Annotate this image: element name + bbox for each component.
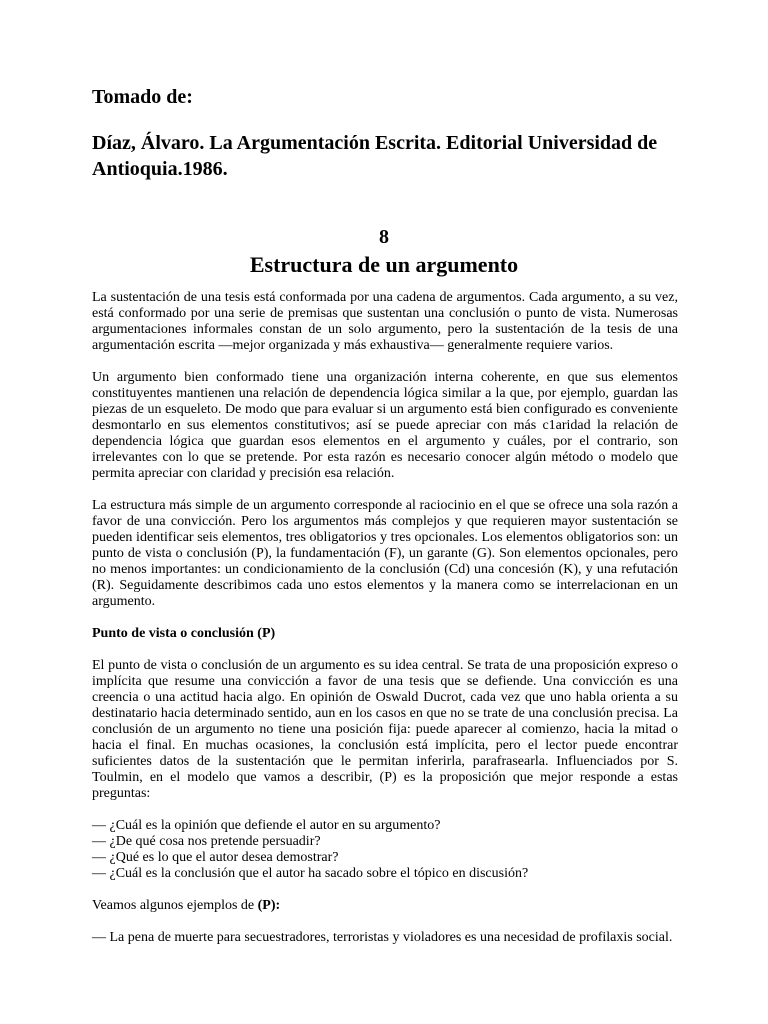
list-item: — ¿Cuál es la conclusión que el autor ha sacado sobre el tópico en discusión?: [92, 866, 529, 881]
list-item: — ¿Qué es lo que el autor desea demostrar?: [92, 850, 339, 865]
question-list: [92, 818, 678, 882]
chapter-title: Estructura de un argumento: [249, 252, 519, 277]
chapter-number: 8: [379, 226, 389, 248]
examples-intro-text: Veamos algunos ejemplos de: [92, 898, 258, 913]
source-label: Tomado de:: [92, 86, 193, 108]
examples-intro-marker: (P):: [257, 898, 281, 913]
document-body: [92, 290, 678, 962]
list-item: — ¿De qué cosa nos pretende persuadir?: [92, 834, 321, 849]
paragraph: La estructura más simple de un argumento corresponde al raciocinio en el que se ofrece una sola razón a favor de una convicción. Pero los argumentos más complejos y que requieren mayor sustentación se pueden identificar seis elementos, tres obligatorios y tres opcionales. Los elementos obligatorios son: un punto de vista o conclusión (P), la fundamentación (F), un garante (G). Son elementos opcionales, pero no menos importantes: un condicionamiento de la conclusión (Cd) una concesión (K), y una refutación (R). Seguidamente describimos cada uno estos elementos y la manera como se interrelacionan en un argumento.: [92, 498, 678, 609]
example-item: — La pena de muerte para secuestradores, terroristas y violadores es una necesidad de profilaxis social.: [92, 930, 673, 945]
paragraph: Un argumento bien conformado tiene una organización interna coherente, en que sus elementos constituyentes mantienen una relación de dependencia lógica similar a la que, por ejemplo, guardan las piezas de un esqueleto. De modo que para evaluar si un argumento está bien configurado es conveniente desmontarlo en sus elementos constitutivos; así se puede apreciar con más c1aridad la relación de dependencia lógica que guardan esos elementos en el argumento y cuáles, por el contrario, son irrelevantes con lo que se pretende. Por esta razón es necesario conocer algún método o modelo que permita apreciar con claridad y precisión esa relación.: [92, 370, 678, 481]
citation: Díaz, Álvaro. La Argumentación Escrita. Editorial Universidad de Antioquia.1986.: [92, 132, 658, 180]
paragraph: El punto de vista o conclusión de un argumento es su idea central. Se trata de una proposición expreso o implícita que resume una convicción a favor de una tesis que se defiende. Una convicción es una creencia o una actitud hacia algo. En opinión de Oswald Ducrot, cada vez que uno habla orienta a su destinatario hacia determinado sentido, aun en los casos en que no se trate de una conclusión precisa. La conclusión de un argumento no tiene una posición fija: puede aparecer al comienzo, hacia la mitad o hacia el final. En muchas ocasiones, la conclusión está implícita, pero el lector puede encontrar suficientes datos de la sustentación que le permitan inferirla, parafrasearla. Influenciados por S. Toulmin, en el modelo que vamos a describir, (P) es la proposición que mejor responde a estas preguntas:: [92, 658, 678, 801]
list-item: — ¿Cuál es la opinión que defiende el autor en su argumento?: [92, 818, 441, 833]
paragraph: La sustentación de una tesis está conformada por una cadena de argumentos. Cada argumento, a su vez, está conformado por una serie de premisas que sustentan una conclusión o punto de vista. Numerosas argumentaciones informales constan de un solo argumento, pero la sustentación de la tesis de una argumentación escrita —mejor organizada y más exhaustiva— generalmente requiere varios.: [92, 290, 678, 353]
section-heading: Punto de vista o conclusión (P): [92, 626, 276, 641]
examples-intro: [92, 898, 678, 914]
